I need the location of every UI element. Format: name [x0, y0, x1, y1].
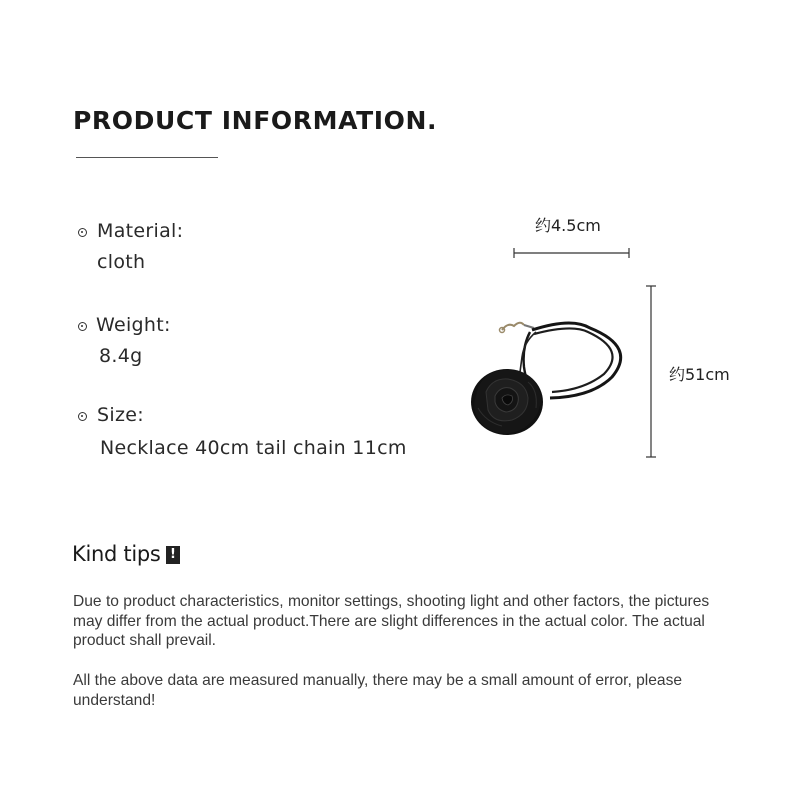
flower-rosette [471, 369, 543, 435]
tips-paragraph-disclaimer: Due to product characteristics, monitor settings, shooting light and other factors, the pictures may differ from the actual product.There are slight differences in the actual color. The actual product shall prevail. [73, 593, 710, 649]
weight-value: 8.4g [99, 345, 143, 367]
product-image [462, 312, 637, 442]
page-title: PRODUCT INFORMATION. [73, 106, 438, 135]
size-value: Necklace 40cm tail chain 11cm [100, 437, 407, 459]
width-dimension-line [510, 246, 634, 260]
circle-dot-icon [78, 322, 87, 331]
size-label: Size: [97, 404, 144, 426]
tips-paragraph-measurement: All the above data are measured manually, there may be a small amount of error, please understand! [73, 672, 683, 709]
height-dimension-line [643, 282, 659, 462]
circle-dot-icon [78, 412, 87, 421]
title-underline [76, 157, 218, 158]
circle-dot-icon [78, 228, 87, 237]
exclamation-icon: ! [166, 546, 180, 564]
width-dimension-label: 约4.5cm [535, 216, 601, 235]
height-dimension-label: 约51cm [669, 365, 730, 384]
material-label: Material: [97, 220, 184, 242]
weight-label: Weight: [96, 314, 171, 336]
kind-tips-title: Kind tips [72, 542, 161, 566]
material-value: cloth [97, 251, 146, 273]
